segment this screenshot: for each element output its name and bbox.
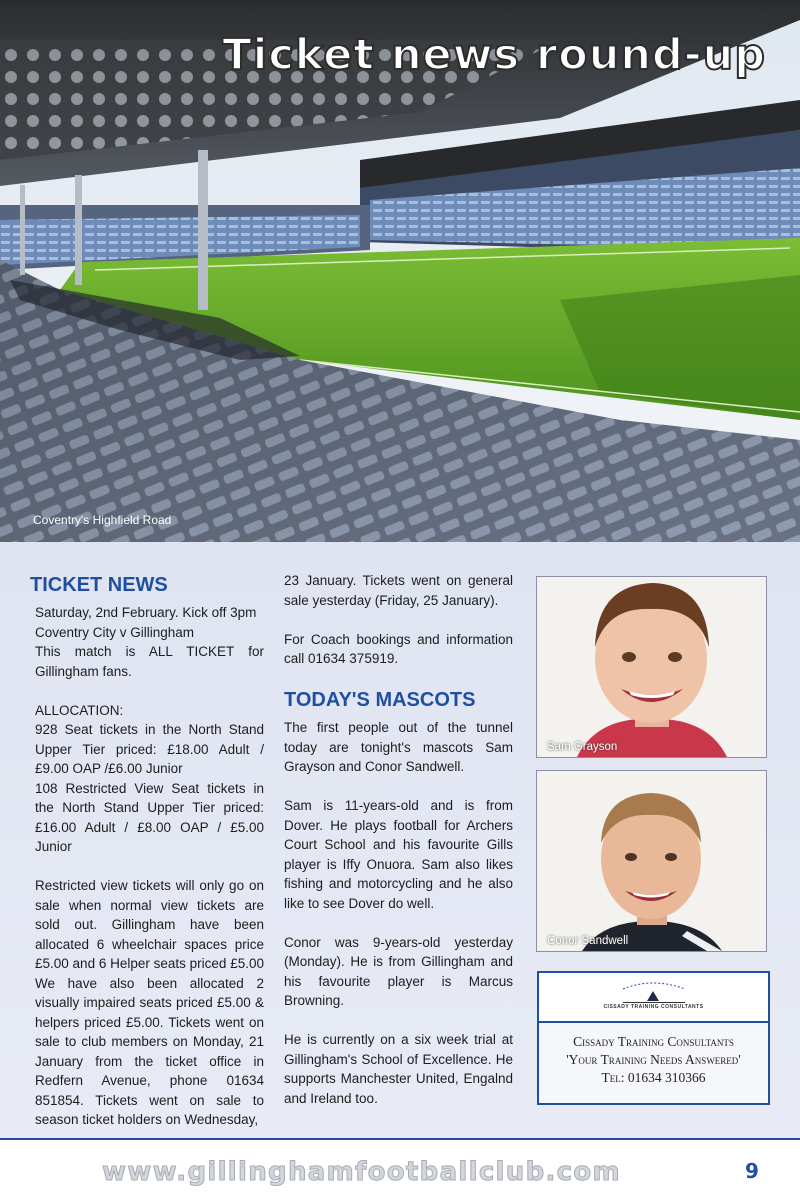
sponsor-logo-text: CISSADY TRAINING CONSULTANTS bbox=[603, 1004, 704, 1010]
sponsor-details bbox=[539, 1033, 768, 1087]
mascot-conor-bio: Conor was 9-years-old yesterday (Monday). He is from Gillingham and his favourite player is Marcus Browning. bbox=[284, 934, 513, 1008]
sponsor-phone: Tel: 01634 310366 bbox=[601, 1070, 706, 1085]
sponsor-advert[interactable] bbox=[537, 971, 770, 1105]
footer-divider bbox=[0, 1138, 800, 1140]
club-website-link[interactable]: www.gillinghamfootballclub.com bbox=[102, 1157, 621, 1187]
ticket-news-column bbox=[30, 573, 264, 1149]
mascot-sam-bio: Sam is 11-years-old and is from Dover. He plays football for Archers Court School and his favourite Gills player is Iffy Onuora. Sam also likes fishing and motorcycling and he also like to see Dover do well. bbox=[284, 798, 513, 911]
photo-caption-sam: Sam Grayson bbox=[547, 741, 618, 753]
photo-caption: Coventry's Highfield Road bbox=[33, 513, 172, 527]
ticket-news-heading: TICKET NEWS bbox=[30, 574, 168, 596]
mascot-photo-sam bbox=[536, 576, 767, 758]
mascot-photo-conor bbox=[536, 770, 767, 952]
stadium-illustration bbox=[0, 0, 800, 542]
portrait-sam bbox=[537, 577, 766, 757]
allocation-heading: ALLOCATION: bbox=[35, 702, 124, 718]
photo-caption-conor: Conor Sandwell bbox=[547, 935, 629, 947]
stadium-photo bbox=[0, 0, 800, 542]
mascots-intro: The first people out of the tunnel today are tonight's mascots Sam Grayson and Conor Sandwell. bbox=[284, 720, 513, 774]
mascot-conor-trial: He is currently on a six week trial at Gillingham's School of Excellence. He supports Manchester United, Engalnd and Ireland too. bbox=[284, 1032, 513, 1106]
page-number: 9 bbox=[745, 1159, 759, 1183]
restricted-info: Restricted view tickets will only go on sale when normal view tickets are sold out. Gillingham have been allocated 6 wheelchair spaces price £5.00 and 6 Helper seats priced £5.00 We have also been allocated 2 visually impaired seats priced £5.00 & helpers priced £5.00. Tickets went on sale to club members on Monday, 21 January from the ticket office in Redfern Avenue, phone 01634 851854. Tickets went on sale to season ticket holders on Wednesday, bbox=[35, 878, 264, 1127]
coach-info: For Coach bookings and information call 01634 375919. bbox=[284, 631, 513, 666]
sponsor-slogan: 'Your Training Needs Answered' bbox=[566, 1052, 741, 1067]
sponsor-name: Cissady Training Consultants bbox=[573, 1034, 734, 1049]
match-details: Saturday, 2nd February. Kick off 3pm Coventry City v Gillingham bbox=[35, 605, 257, 640]
sponsor-logo bbox=[539, 973, 768, 1023]
allocation-seats: 928 Seat tickets in the North Stand Upper Tier priced: £18.00 Adult / £9.00 OAP /£6.00 Junior bbox=[35, 722, 264, 776]
portrait-conor bbox=[537, 771, 766, 951]
all-ticket-notice: This match is ALL TICKET for Gillingham fans. bbox=[35, 644, 264, 679]
page-title: Ticket news round-up bbox=[222, 30, 766, 80]
ticket-news-continued: 23 January. Tickets went on general sale yesterday (Friday, 25 January). bbox=[284, 573, 513, 608]
mascots-column bbox=[284, 571, 513, 1128]
sponsor-logo-icon bbox=[539, 973, 768, 1021]
allocation-restricted: 108 Restricted View Seat tickets in the North Stand Upper Tier priced: £16.00 Adult / £8.00 OAP / £5.00 Junior bbox=[35, 780, 264, 854]
mascots-heading: TODAY'S MASCOTS bbox=[284, 689, 476, 711]
